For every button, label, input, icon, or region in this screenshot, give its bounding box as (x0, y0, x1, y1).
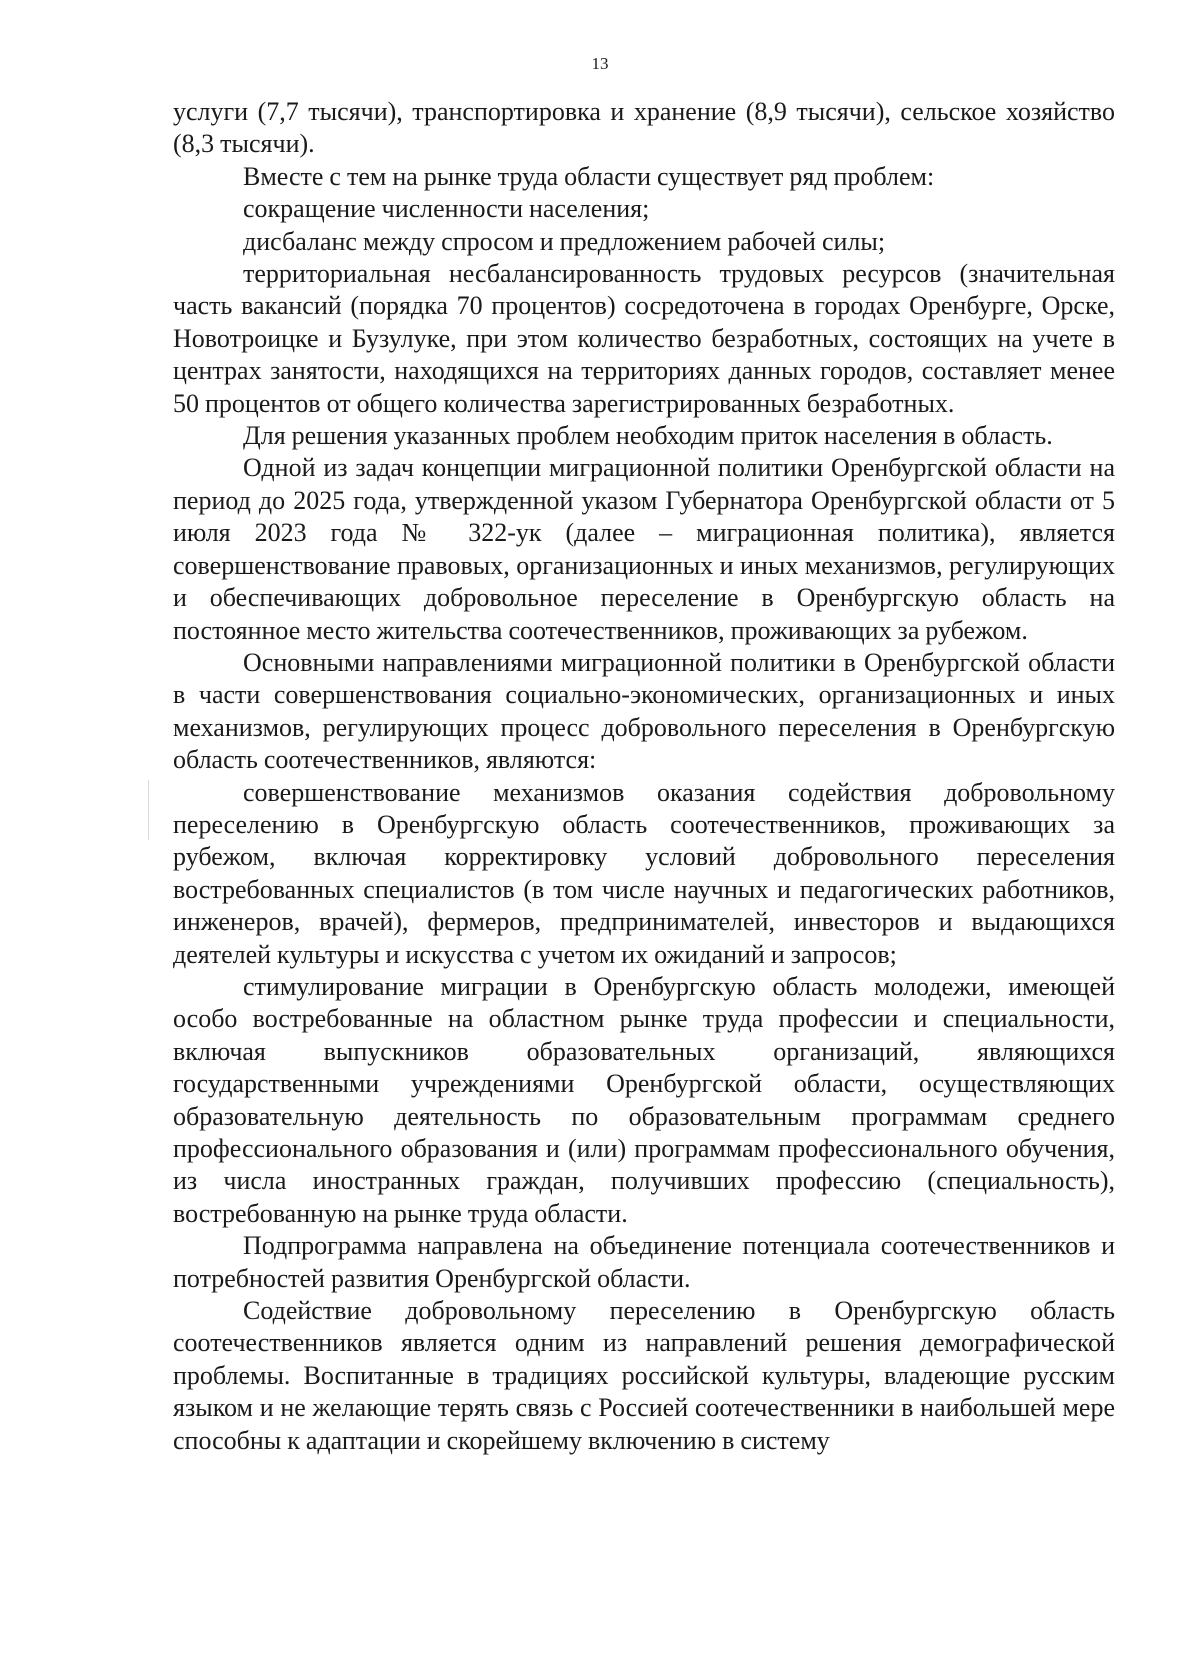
paragraph-migration-policy: Одной из задач концепции миграционной политики Оренбургской области на период до 2025 года, утвержденной указом Губернатора Оренбургской области от 5 июля 2023 года № 322-ук (далее – миграционная политика), является совершенствование правовых, организационных и иных механизмов, регулирующих и обеспечивающих добровольное переселение в Оренбургскую область на постоянное место жительства соотечественников, проживающих за рубежом. (173, 453, 1115, 645)
paragraph-problems-intro: Вместе с тем на рынке труда области существует ряд проблем: (243, 161, 935, 191)
paragraph-solution: Для решения указанных проблем необходим приток населения в область. (243, 421, 1053, 451)
paragraph-policy-directions: Основными направлениями миграционной политики в Оренбургской области в части совершенствования социально-экономических, организационных и иных механизмов, регулирующих процесс добровольного переселения в Оренбургскую область соотечественников, являются: (173, 647, 1115, 775)
document-body (173, 96, 1115, 1457)
paragraph-problem-territorial: территориальная несбалансированность трудовых ресурсов (значительная часть вакансий (порядка 70 процентов) сосредоточена в городах Оренбурге, Орске, Новотроицке и Бузулуке, при этом количество безработных, состоящих на учете в центрах занятости, находящихся на территориях данных городов, составляет менее 50 процентов от общего количества зарегистрированных безработных. (173, 259, 1115, 418)
paragraph-direction-youth: стимулирование миграции в Оренбургскую область молодежи, имеющей особо востребованные на областном рынке труда профессии и специальности, включая выпускников образовательных организаций, являющихся государственными учреждениями Оренбургской области, осуществляющих образовательную деятельность по образовательным программам среднего профессионального образования и (или) программам профессионального обучения, из числа иностранных граждан, получивших профессию (специальность), востребованную на рынке труда области. (173, 971, 1115, 1228)
paragraph-continuation: услуги (7,7 тысячи), транспортировка и хранение (8,9 тысячи), сельское хозяйство (8,3 тысячи). (173, 97, 1115, 159)
paragraph-problem-imbalance: дисбаланс между спросом и предложением рабочей силы; (243, 226, 886, 256)
page-number: 13 (591, 54, 609, 73)
paragraph-direction-specialists: совершенствование механизмов оказания содействия добровольному переселению в Оренбургскую область соотечественников, проживающих за рубежом, включая корректировку условий добровольного переселения востребованных специалистов (в том числе научных и педагогических работников, инженеров, врачей), фермеров, предпринимателей, инвесторов и выдающихся деятелей культуры и искусства с учетом их ожиданий и запросов; (173, 777, 1115, 969)
paragraph-problem-population: сокращение численности населения; (243, 194, 650, 224)
scan-margin-line (148, 780, 149, 840)
paragraph-subprogram: Подпрограмма направлена на объединение потенциала соотечественников и потребностей развития Оренбургской области. (173, 1231, 1115, 1293)
paragraph-resettlement: Содействие добровольному переселению в Оренбургскую область соотечественников является одним из направлений решения демографической проблемы. Воспитанные в традициях российской культуры, владеющие русским языком и не желающие терять связь с Россией соотечественники в наибольшей мере способны к адаптации и скорейшему включению в систему (173, 1296, 1115, 1455)
